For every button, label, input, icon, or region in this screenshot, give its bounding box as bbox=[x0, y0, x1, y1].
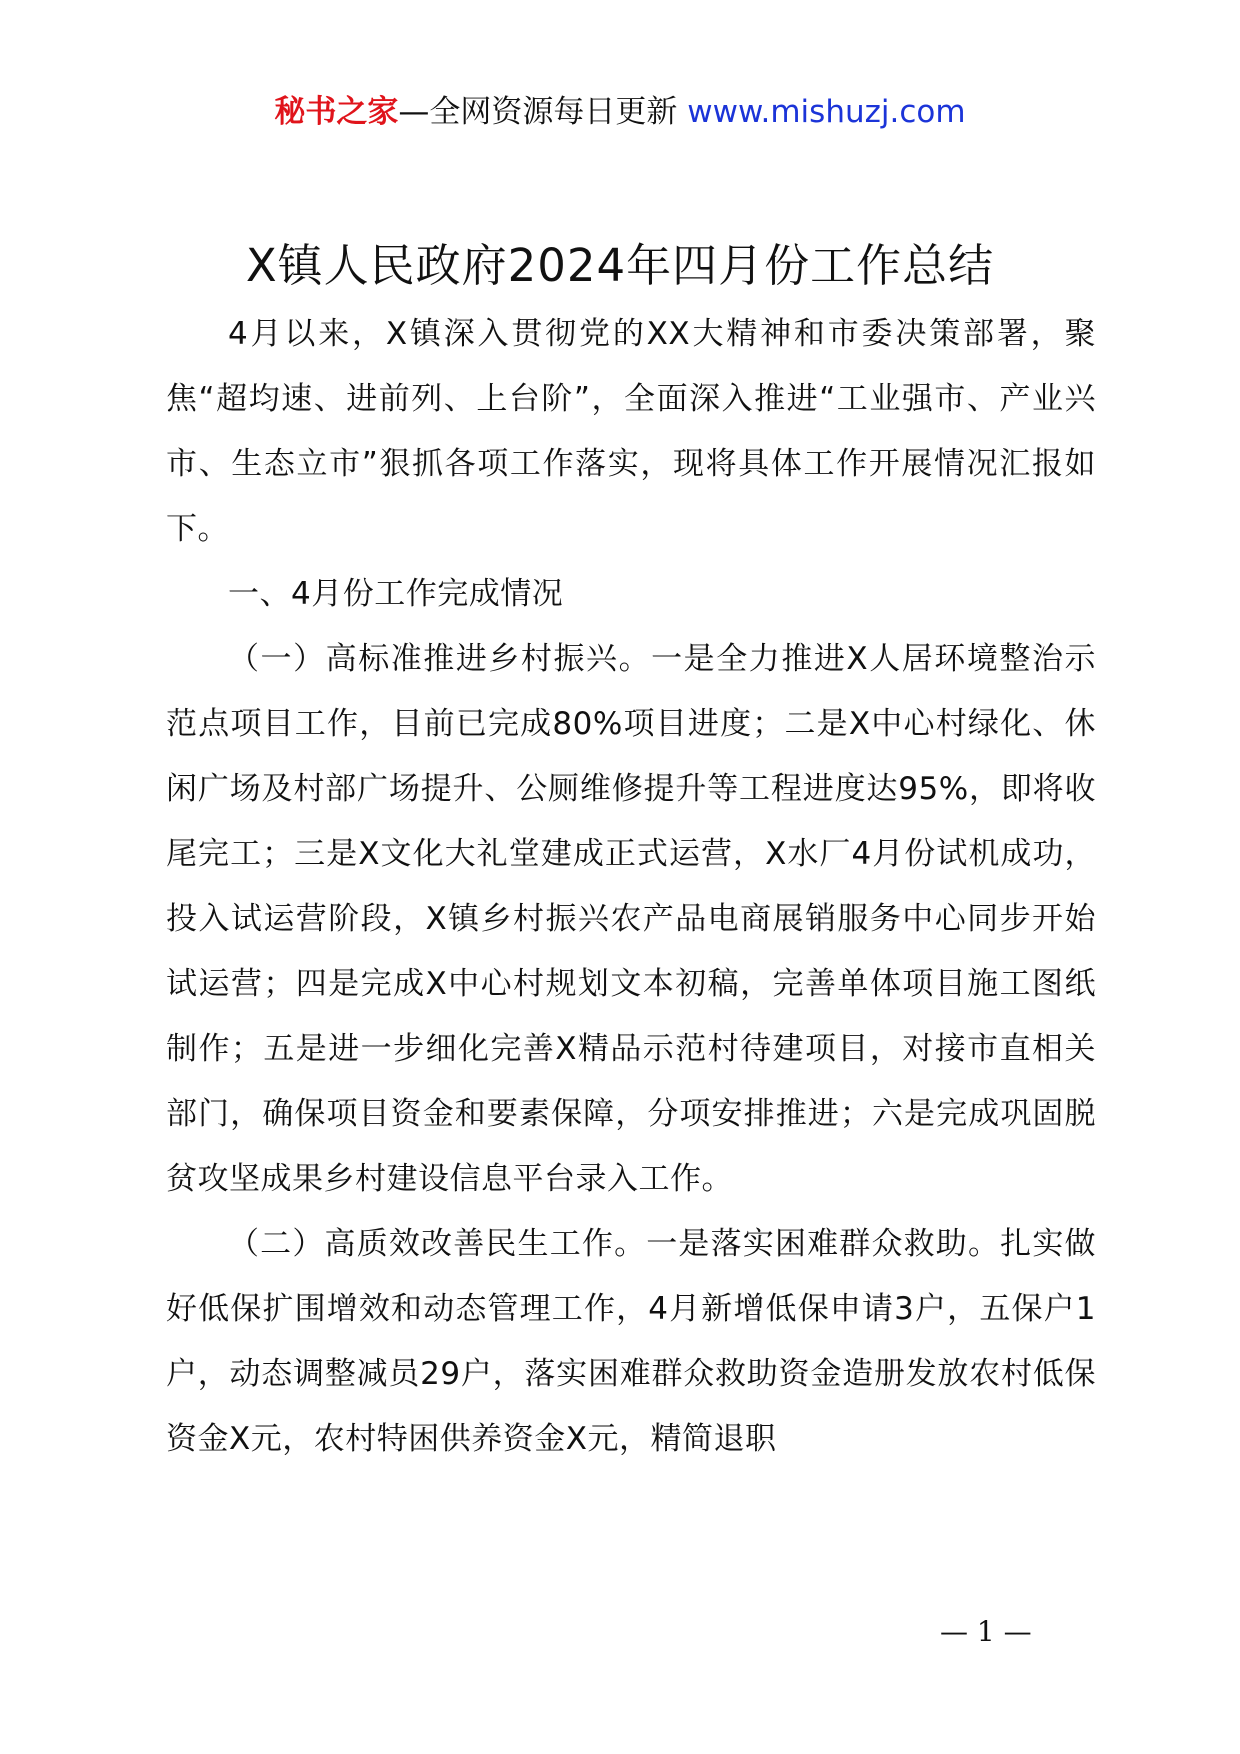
page-number: — 1 — bbox=[940, 1615, 1032, 1648]
header-brand: 秘书之家 bbox=[274, 94, 399, 130]
header-url-link[interactable]: www.mishuzj.com bbox=[687, 94, 966, 130]
section-heading: 一、4月份工作完成情况 bbox=[228, 576, 564, 612]
header-tagline: —全网资源每日更新 bbox=[398, 94, 688, 130]
document-body bbox=[166, 302, 1096, 1472]
document-title: X镇人民政府2024年四月份工作总结 bbox=[245, 239, 995, 292]
paragraph-intro: 4月以来，X镇深入贯彻党的XX大精神和市委决策部署，聚焦“超均速、进前列、上台阶”，全面深入推进“工业强市、产业兴市、生态立市”狠抓各项工作落实，现将具体工作开展情况汇报如下。 bbox=[166, 316, 1096, 547]
site-header bbox=[0, 92, 1240, 132]
paragraph-livelihood: （二）高质效改善民生工作。一是落实困难群众救助。扎实做好低保扩围增效和动态管理工作，4月新增低保申请3户，五保户1户，动态调整减员29户，落实困难群众救助资金造册发放农村低保资金X元，农村特困供养资金X元，精简退职 bbox=[166, 1226, 1096, 1457]
paragraph-rural-revitalization: （一）高标准推进乡村振兴。一是全力推进X人居环境整治示范点项目工作，目前已完成80%项目进度；二是X中心村绿化、休闲广场及村部广场提升、公厕维修提升等工程进度达95%，即将收尾完工；三是X文化大礼堂建成正式运营，X水厂4月份试机成功，投入试运营阶段，X镇乡村振兴农产品电商展销服务中心同步开始试运营；四是完成X中心村规划文本初稿，完善单体项目施工图纸制作；五是进一步细化完善X精品示范村待建项目，对接市直相关部门，确保项目资金和要素保障，分项安排推进；六是完成巩固脱贫攻坚成果乡村建设信息平台录入工作。 bbox=[166, 641, 1096, 1197]
